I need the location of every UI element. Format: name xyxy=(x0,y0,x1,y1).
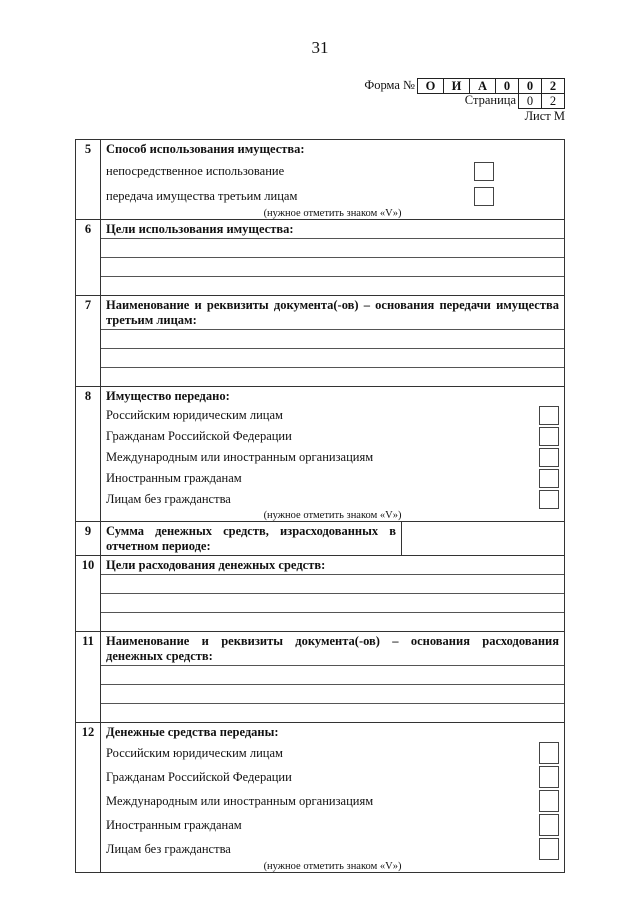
option-row xyxy=(101,765,564,789)
option-row xyxy=(101,837,564,861)
option-checkbox[interactable] xyxy=(539,838,559,860)
section-title: Цели расходования денежных средств: xyxy=(106,558,326,572)
form-code-cell: О xyxy=(417,78,444,94)
option-row xyxy=(101,405,564,426)
option-row xyxy=(101,468,564,489)
option-checkbox[interactable] xyxy=(539,814,559,836)
section-6 xyxy=(76,220,564,296)
section-title: Способ использования имущества: xyxy=(106,142,305,156)
section-title: Наименование и реквизиты документа(-ов) – основания расходования денежных средств: xyxy=(106,634,559,663)
input-line[interactable] xyxy=(101,276,564,295)
option-label: Российским юридическим лицам xyxy=(106,408,283,422)
input-line[interactable] xyxy=(101,612,564,631)
input-line[interactable] xyxy=(101,348,564,367)
option-row xyxy=(101,158,564,184)
section-number: 6 xyxy=(76,220,101,295)
option-row xyxy=(101,426,564,447)
option-checkbox[interactable] xyxy=(539,406,559,425)
page-number: 31 xyxy=(311,38,329,57)
form-code-cell: 2 xyxy=(542,78,565,94)
option-label: Российским юридическим лицам xyxy=(106,745,283,760)
option-row xyxy=(101,813,564,837)
section-8 xyxy=(76,387,564,522)
section-11 xyxy=(76,632,564,723)
section-number: 9 xyxy=(76,522,101,555)
amount-input[interactable] xyxy=(402,522,564,555)
section-number: 7 xyxy=(76,296,101,386)
option-row xyxy=(101,741,564,765)
section-9 xyxy=(76,522,564,556)
input-line[interactable] xyxy=(101,684,564,703)
option-label: Международным или иностранным организациям xyxy=(106,793,374,808)
section-title: Цели использования имущества: xyxy=(106,222,294,236)
input-line[interactable] xyxy=(101,574,564,593)
option-checkbox[interactable] xyxy=(539,469,559,488)
option-checkbox[interactable] xyxy=(539,448,559,467)
form-number-label: Форма № xyxy=(364,78,415,92)
input-line[interactable] xyxy=(101,367,564,386)
section-title: Имущество передано: xyxy=(106,389,230,403)
option-label: Лицам без гражданства xyxy=(106,841,231,856)
page-code-row xyxy=(364,93,565,108)
section-12 xyxy=(76,723,564,873)
input-line[interactable] xyxy=(101,257,564,276)
input-line[interactable] xyxy=(101,593,564,612)
section-title: Денежные средства переданы: xyxy=(106,725,279,739)
form-code-block xyxy=(364,78,565,124)
section-10 xyxy=(76,556,564,632)
input-line[interactable] xyxy=(101,665,564,684)
option-row xyxy=(101,489,564,510)
input-line[interactable] xyxy=(101,703,564,722)
form-code-cell: И xyxy=(444,78,470,94)
option-checkbox[interactable] xyxy=(539,790,559,812)
option-label: передача имущества третьим лицам xyxy=(106,188,298,203)
page-code-cell: 0 xyxy=(518,93,542,109)
form-code-cell: 0 xyxy=(496,78,519,94)
option-checkbox[interactable] xyxy=(539,766,559,788)
option-label: Лицам без гражданства xyxy=(106,492,231,506)
section-number: 10 xyxy=(76,556,101,631)
page-code-cell: 2 xyxy=(542,93,565,109)
input-line[interactable] xyxy=(101,238,564,257)
option-label: Гражданам Российской Федерации xyxy=(106,769,292,784)
mark-note: (нужное отметить знаком «V») xyxy=(263,208,402,219)
report-form-table xyxy=(75,139,565,873)
section-title: Сумма денежных средств, израсходованных в отчетном периоде: xyxy=(106,524,396,553)
option-row xyxy=(101,447,564,468)
section-number: 8 xyxy=(76,387,101,521)
option-label: Иностранным гражданам xyxy=(106,471,242,485)
option-row xyxy=(101,184,564,208)
option-label: Гражданам Российской Федерации xyxy=(106,429,292,443)
page-code-label: Страница xyxy=(464,93,516,107)
form-code-cell: 0 xyxy=(519,78,542,94)
option-label: непосредственное использование xyxy=(106,163,285,178)
option-label: Международным или иностранным организациям xyxy=(106,450,374,464)
option-row xyxy=(101,789,564,813)
section-title: Наименование и реквизиты документа(-ов) – основания передачи имущества третьим лицам: xyxy=(106,298,559,327)
option-checkbox[interactable] xyxy=(474,187,494,206)
input-line[interactable] xyxy=(101,329,564,348)
sheet-label: Лист М xyxy=(524,109,565,123)
option-checkbox[interactable] xyxy=(539,742,559,764)
section-7 xyxy=(76,296,564,387)
option-label: Иностранным гражданам xyxy=(106,817,242,832)
form-number-row xyxy=(364,78,565,93)
mark-note: (нужное отметить знаком «V») xyxy=(263,510,402,521)
mark-note: (нужное отметить знаком «V») xyxy=(263,861,402,872)
option-checkbox[interactable] xyxy=(539,427,559,446)
option-checkbox[interactable] xyxy=(539,490,559,509)
section-number: 5 xyxy=(76,140,101,219)
section-number: 11 xyxy=(76,632,101,722)
form-code-cell: А xyxy=(470,78,496,94)
section-number: 12 xyxy=(76,723,101,872)
section-5 xyxy=(76,140,564,220)
option-checkbox[interactable] xyxy=(474,162,494,181)
